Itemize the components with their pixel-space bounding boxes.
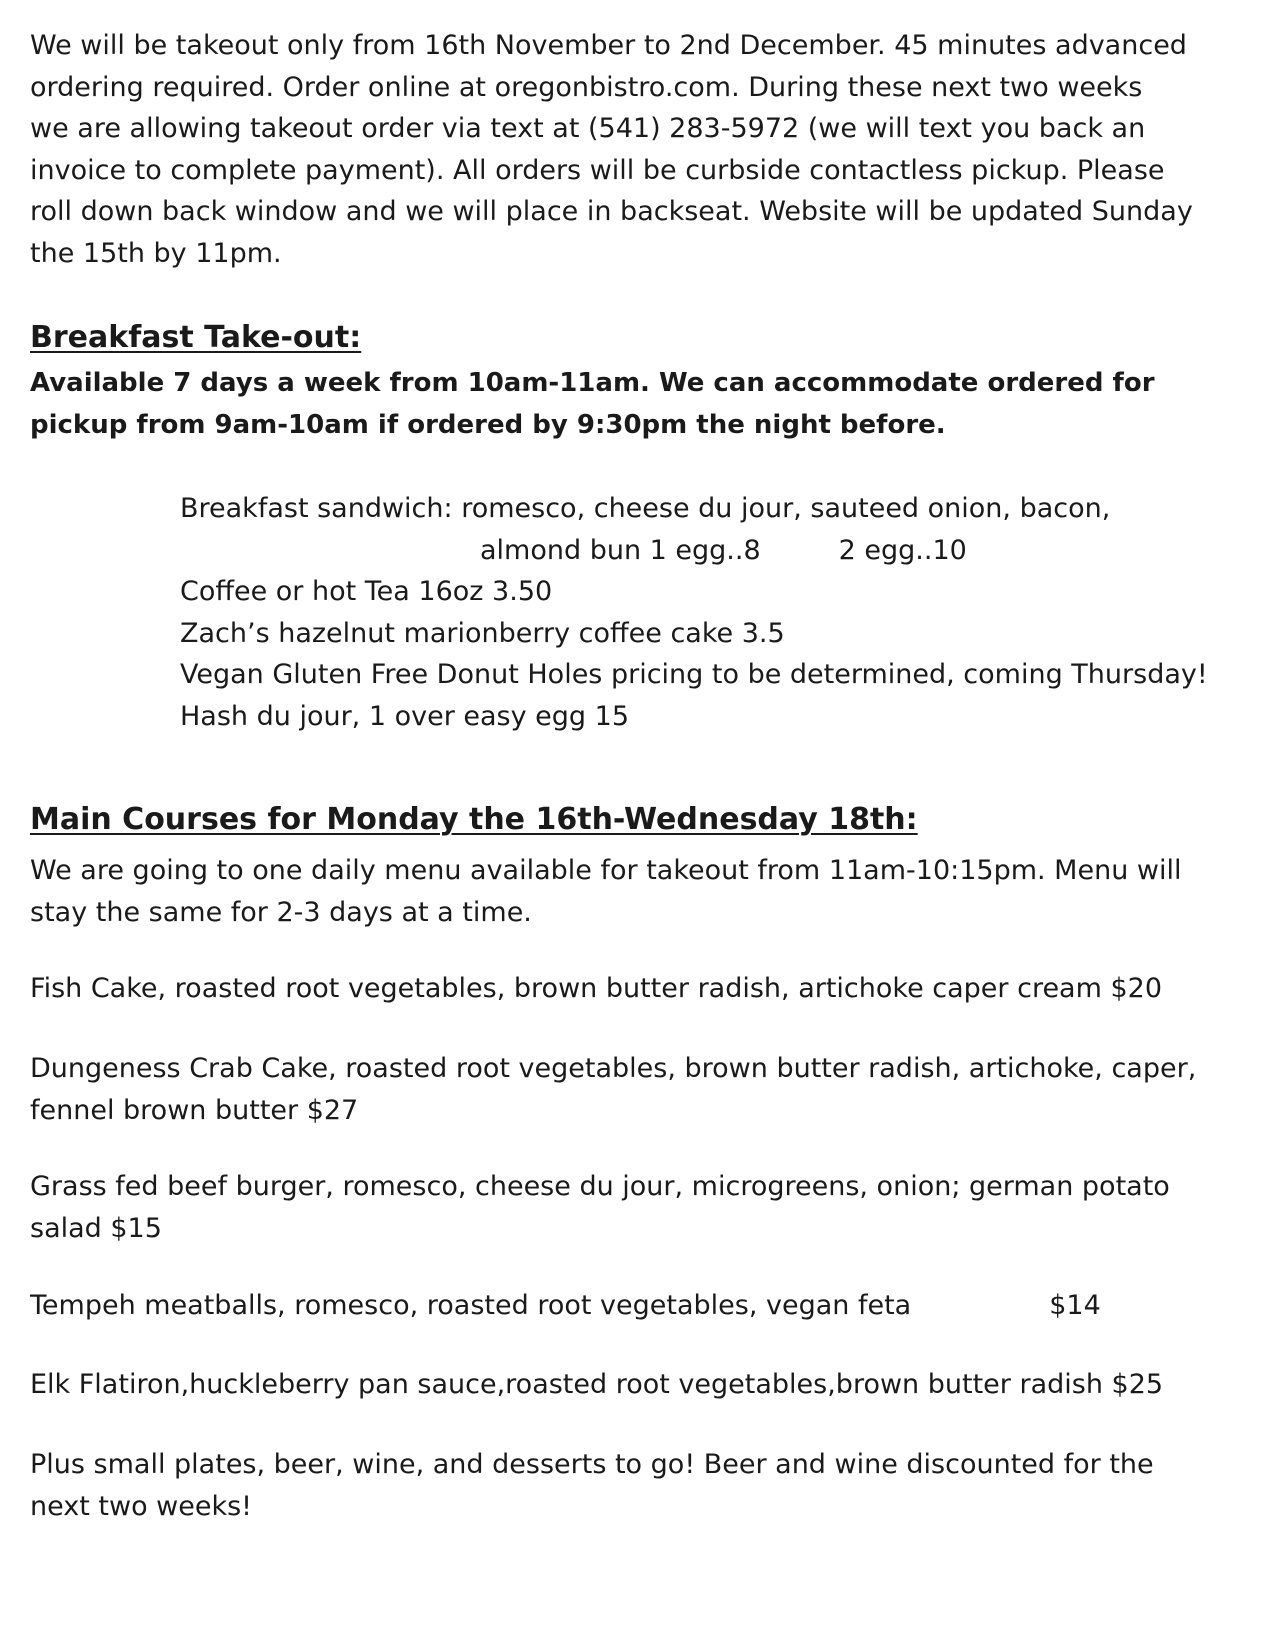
closing-line: Plus small plates, beer, wine, and desserts to go! Beer and wine discounted for the	[30, 1449, 1154, 1480]
tempeh-text: Tempeh meatballs, romesco, roasted root vegetables, vegan feta	[30, 1290, 912, 1321]
burger-line: salad $15	[30, 1212, 162, 1244]
tempeh-line	[30, 1285, 1250, 1327]
sandwich-two-egg-price: 2 egg..10	[838, 534, 967, 566]
breakfast-availability	[30, 362, 1155, 446]
tempeh-price: $14	[1049, 1290, 1101, 1321]
breakfast-sandwich-prices	[180, 530, 1208, 572]
closing-note	[30, 1444, 1250, 1527]
main-courses-heading: Main Courses for Monday the 16th-Wednesday 18th:	[30, 802, 918, 837]
coffee-item: Coffee or hot Tea 16oz 3.50	[180, 576, 553, 607]
main-intro-line: stay the same for 2-3 days at a time.	[30, 896, 532, 928]
fish-cake-text: Fish Cake, roasted root vegetables, brown butter radish, artichoke caper cream $20	[30, 973, 1163, 1004]
crab-cake-line: fennel brown butter $27	[30, 1094, 359, 1126]
intro-line: roll down back window and we will place in backseat. Website will be updated Sunday	[30, 196, 1193, 227]
intro-line: We will be takeout only from 16th November to 2nd December. 45 minutes advanced	[30, 30, 1187, 61]
burger-item	[30, 1166, 1250, 1249]
coffee-cake-item: Zach’s hazelnut marionberry coffee cake 3.5	[180, 617, 785, 649]
elk-text: Elk Flatiron,huckleberry pan sauce,roasted root vegetables,brown butter radish $25	[30, 1369, 1164, 1400]
breakfast-items	[180, 488, 1208, 737]
donut-holes-item: Vegan Gluten Free Donut Holes pricing to be determined, coming Thursday!	[180, 659, 1208, 690]
intro-line: we are allowing takeout order via text at (541) 283-5972 (we will text you back an	[30, 113, 1146, 144]
crab-cake-line: Dungeness Crab Cake, roasted root vegetables, brown butter radish, artichoke, caper,	[30, 1053, 1197, 1084]
closing-line: next two weeks!	[30, 1490, 252, 1522]
breakfast-heading: Breakfast Take-out:	[30, 320, 362, 355]
crab-cake-item	[30, 1048, 1250, 1131]
intro-line: invoice to complete payment). All orders will be curbside contactless pickup. Please	[30, 154, 1165, 186]
intro-line: ordering required. Order online at oregonbistro.com. During these next two weeks	[30, 71, 1143, 103]
fish-cake-item	[30, 968, 1250, 1010]
tempeh-item	[30, 1285, 1250, 1327]
elk-item	[30, 1364, 1250, 1406]
sandwich-one-egg-price: almond bun 1 egg..8	[480, 534, 761, 566]
intro-paragraph	[30, 25, 1250, 274]
main-intro-line: We are going to one daily menu available for takeout from 11am-10:15pm. Menu will	[30, 855, 1182, 886]
main-intro	[30, 850, 1250, 933]
hash-item: Hash du jour, 1 over easy egg 15	[180, 700, 630, 732]
availability-line: Available 7 days a week from 10am-11am. We can accommodate ordered for	[30, 368, 1155, 398]
burger-line: Grass fed beef burger, romesco, cheese du jour, microgreens, onion; german potato	[30, 1171, 1170, 1202]
availability-line: pickup from 9am-10am if ordered by 9:30pm the night before.	[30, 410, 946, 440]
breakfast-sandwich-item: Breakfast sandwich: romesco, cheese du jour, sauteed onion, bacon,	[180, 493, 1111, 524]
intro-line: the 15th by 11pm.	[30, 237, 282, 269]
